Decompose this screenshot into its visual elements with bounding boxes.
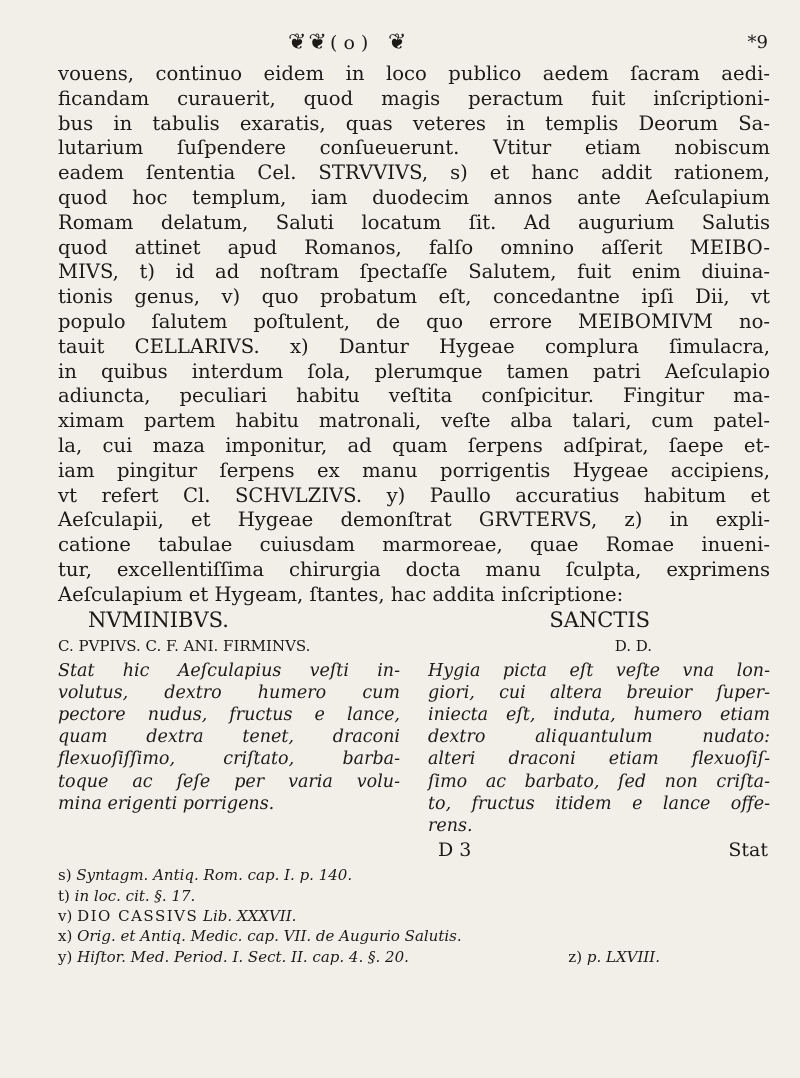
footnote-text: Lib. XXXVII. — [203, 906, 297, 925]
column-line: dextro aliquantulum nudato: — [428, 727, 770, 748]
header-catchmark: *9 — [747, 32, 768, 53]
column-line: volutus, dextro humero cum — [58, 682, 400, 703]
page-number: ( o ) — [330, 32, 369, 54]
text-line: catione tabulae cuiusdam marmoreae, quae Romae inueni- — [58, 533, 770, 557]
column-line: giori, cui altera breuior ſuper- — [428, 682, 770, 703]
column-line: mina erigenti porrigens. — [58, 793, 275, 814]
text-line: tauit CELLARIVS. x) Dantur Hygeae complura ſimulacra, — [58, 334, 770, 358]
footnote-text: Syntagm. Antiq. Rom. cap. I. p. 140. — [76, 866, 353, 885]
footnote-mark: z) — [568, 947, 583, 966]
text-line: tionis genus, v) quo probatum eſt, concedantne ipſi Dii, vt — [58, 285, 770, 309]
two-column-description — [58, 660, 770, 838]
footnote-mark: s) — [58, 866, 72, 885]
text-line: Aeſculapium et Hygeam, ſtantes, hac addita inſcriptione: — [58, 582, 624, 606]
catchword: Stat — [728, 839, 768, 862]
text-line: ximam partem habitu matronali, veſte alba talari, cum patel- — [58, 409, 770, 433]
inscription-right: SANCTIS — [549, 607, 650, 632]
footnote-s — [58, 865, 770, 885]
inscription-dedicator: C. PVPIVS. C. F. ANI. FIRMINVS. — [58, 636, 311, 655]
text-line: lutarium ſuſpendere conſueuerunt. Vtitur etiam nobiscum — [58, 136, 770, 160]
footnote-mark: v) — [58, 906, 73, 925]
footnote-text: p. LXVIII. — [586, 947, 660, 966]
inscription — [58, 608, 770, 632]
text-line: ficandam curauerit, quod magis peractum fuit inſcriptioni- — [58, 86, 770, 110]
footnote-t — [58, 886, 770, 906]
column-line: toque ac ſeſe per varia volu- — [58, 771, 400, 792]
footnote-v — [58, 906, 770, 926]
text-line: Romam delatum, Saluti locatum ſit. Ad augurium Salutis — [58, 210, 770, 234]
column-line: alteri draconi etiam flexuoſiſ- — [428, 749, 770, 770]
footnote-text: Orig. et Antiq. Medic. cap. VII. de Augurio Salutis. — [77, 927, 462, 946]
inscription-dd: D. D. — [614, 636, 652, 655]
inscription-dedication — [58, 636, 770, 656]
column-line: iniecta eſt, induta, humero etiam — [428, 704, 770, 725]
text-line: vouens, continuo eidem in loco publico aedem ſacram aedi- — [58, 62, 770, 85]
column-line: pectore nudus, fructus e lance, — [58, 704, 400, 725]
column-line: ſimo ac barbato, ſed non criſta- — [428, 771, 770, 792]
signature-mark: D 3 — [438, 839, 472, 862]
footnote-mark: y) — [58, 947, 73, 966]
footnote-mark: t) — [58, 886, 70, 905]
text-line: iam pingitur ſerpens ex manu porrigentis Hygeae accipiens, — [58, 458, 770, 482]
footnote-author: DIO CASSIVS — [77, 906, 199, 925]
text-line: populo ſalutem poſtulent, de quo errore MEIBOMIVM no- — [58, 309, 770, 333]
footnotes — [58, 865, 770, 967]
column-line: Hygia picta eſt veſte vna lon- — [428, 660, 770, 681]
header-ornament-icon: ❦❦ — [288, 30, 329, 55]
text-line: bus in tabulis exaratis, quas veteres in templis Deorum Sa- — [58, 111, 770, 135]
footnote-x — [58, 926, 770, 946]
column-line: to, fructus itidem e lance offe- — [428, 793, 770, 814]
footnote-y-z — [58, 947, 770, 967]
text-line: MIVS, t) id ad noſtram ſpectaſſe Salutem, fuit enim diuina- — [58, 260, 770, 284]
text-line: eadem ſententia Cel. STRVVIVS, s) et hanc addit rationem, — [58, 161, 770, 185]
text-line: Aeſculapii, et Hygeae demonſtrat GRVTERVS, z) in expli- — [58, 508, 770, 532]
text-line: quod hoc templum, iam duodecim annos ante Aeſculapium — [58, 185, 770, 209]
footnote-y — [58, 947, 409, 967]
book-page — [58, 30, 770, 967]
signature-row — [58, 839, 770, 865]
footnote-z — [568, 947, 660, 967]
text-line: la, cui maza imponitur, ad quam ſerpens adſpirat, ſaepe et- — [58, 433, 770, 457]
text-line: in quibus interdum ſola, plerumque tamen patri Aeſculapio — [58, 359, 770, 383]
footnote-text: in loc. cit. §. 17. — [74, 886, 196, 905]
body-text — [58, 62, 770, 608]
right-column — [428, 660, 770, 838]
column-line: rens. — [428, 815, 473, 836]
page-header — [58, 30, 770, 62]
text-line: adiuncta, peculiari habitu veſtita conſpicitur. Fingitur ma- — [58, 384, 770, 408]
text-line: quod attinet apud Romanos, falſo omnino aſſerit MEIBO- — [58, 235, 770, 259]
text-line: vt refert Cl. SCHVLZIVS. y) Paullo accuratius habitum et — [58, 483, 770, 507]
footnote-text: Hiſtor. Med. Period. I. Sect. II. cap. 4. §. 20. — [77, 947, 409, 966]
column-line: quam dextra tenet, draconi — [58, 727, 400, 748]
column-line: Stat hic Aeſculapius veſti in- — [58, 660, 400, 681]
header-ornament-right-icon: ❦ — [388, 30, 407, 55]
left-column — [58, 660, 400, 838]
inscription-left: NVMINIBVS. — [88, 607, 229, 632]
footnote-mark: x) — [58, 927, 73, 946]
column-line: flexuoſiſſimo, criſtato, barba- — [58, 749, 400, 770]
text-line: tur, excellentiſſima chirurgia docta manu ſculpta, exprimens — [58, 557, 770, 581]
